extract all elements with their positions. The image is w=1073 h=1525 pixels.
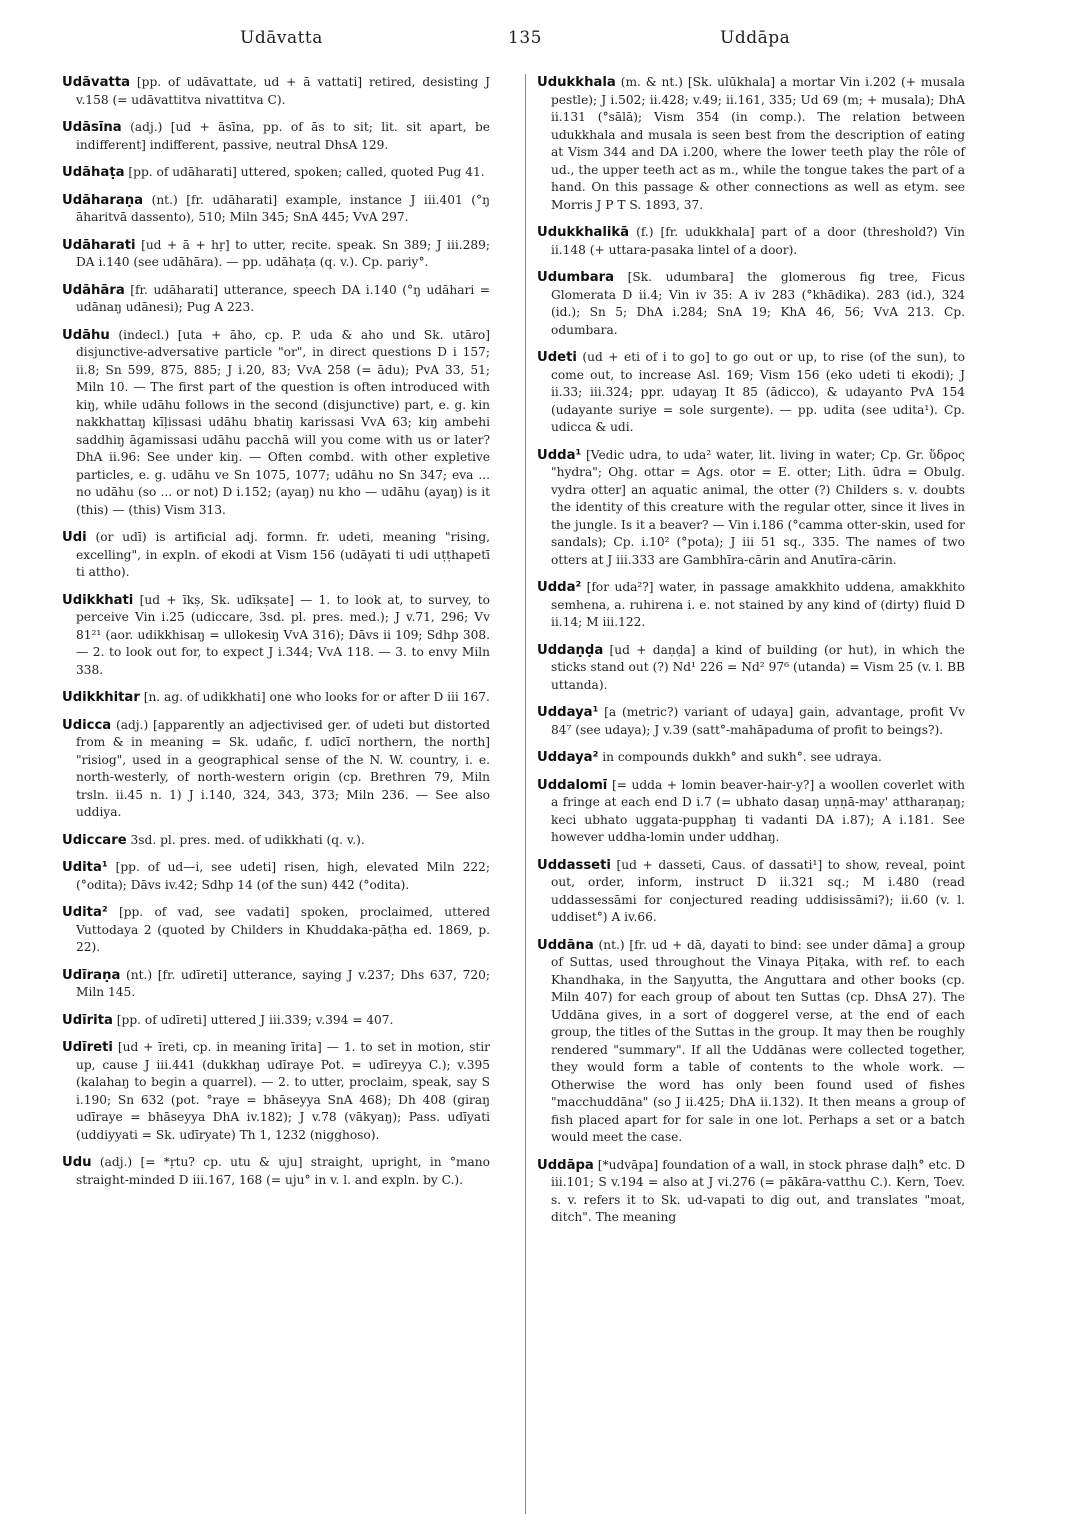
- headword: Udda¹: [537, 447, 582, 463]
- entry-text: [ud + īkṣ, Sk. udīkṣate] — 1. to look at, to survey, to perceive Vin i.25 (udiccare, 3sd. pl. pres. med.); J v.71, 296; Vv 81²¹ (aor. udikkhisaŋ = ullokesiŋ VvA 316); Dāvs ii 109; Sdhp 308. — 2. to look out for, to expect J i.344; VvA 118. — 3. to envy Miln 338.: [76, 592, 490, 677]
- headword: Udu: [62, 1155, 92, 1170]
- headword: Udikkhitar: [62, 690, 140, 705]
- headword: Udīreti: [62, 1040, 113, 1055]
- headword: Udāvatta: [62, 75, 131, 90]
- headword: Udumbara: [537, 270, 615, 285]
- headword: Udīraṇa: [62, 967, 121, 983]
- dictionary-entry: [537, 937, 965, 1147]
- headword: Uddaya²: [537, 750, 599, 765]
- entry-text: [Sk. udumbara] the glomerous fig tree, Ficus Glomerata D ii.4; Vin iv 35: A iv 283 (°khādika). 283 (id.), 324 (id.); Sn 5; DhA i.284; SnA 19; KhA 46, 56; VvA 213. Cp. odumbara.: [551, 270, 965, 337]
- entry-text: (nt.) [fr. udīreti] utterance, saying J v.237; Dhs 637, 720; Miln 145.: [76, 967, 490, 999]
- headword: Udāharaṇa: [62, 192, 144, 208]
- entry-text: [pp. of udāharati] uttered, spoken; called, quoted Pug 41.: [124, 165, 485, 179]
- entry-text: (m. & nt.) [Sk. ulūkhala] a mortar Vin i.202 (+ musala pestle); J i.502; ii.428; v.49; ii.161, 335; Ud 69 (m; + musala); DhA ii.131 (°sālā); Vism 354 (in comp.). The relation between udukkhala and musala is seen best from the description of eating at Vism 344 and DA i.200, where the lower teeth play the rôle of ud., the upper teeth act as m., while the tongue takes the part of a hand. On this passage & other connections as well as etym. see Morris J P T S. 1893, 37.: [551, 75, 965, 212]
- headword: Udikkhati: [62, 592, 134, 608]
- dictionary-entry: [62, 859, 490, 894]
- headword: Udāsīna: [62, 120, 122, 135]
- entry-text: [pp. of udāvattate, ud + ā vattati] retired, desisting J v.158 (= udāvattitva nivattitva C).: [76, 75, 490, 107]
- dictionary-entry: [62, 529, 490, 582]
- entry-text: [fr. udāharati] utterance, speech DA i.140 (°ŋ udāhari = udānaŋ udānesi); Pug A 223.: [76, 282, 490, 314]
- entry-text: [ud + dasseti, Caus. of dassati¹] to show, reveal, point out, order, inform, instruct D ii.321 sq.; M i.480 (read uddassessāmi for conjectured reading uddisissāmi?); ii.60 (v. l. uddiset°) A iv.66.: [551, 857, 965, 924]
- dictionary-entry: [62, 327, 490, 520]
- headword: Uddasseti: [537, 857, 611, 873]
- dictionary-entry: [62, 237, 490, 272]
- entry-text: (adj.) [= *ṛtu? cp. utu & uju] straight, upright, in °mano straight-minded D iii.167, 168 (= uju° in v. l. and expln. by C.).: [76, 1155, 490, 1187]
- dictionary-entry: [62, 689, 490, 707]
- headword: Udāharati: [62, 237, 136, 253]
- headword: Udāhaṭa: [62, 165, 125, 180]
- entry-text: (indecl.) [uta + āho, cp. P. uda & aho und Sk. utāro] disjunctive-adversative particle "or", in direct questions D i 157; ii.8; Sn 599, 875, 885; J i.20, 83; VvA 258 (= ādu); PvA 33, 51; Miln 10. — The first part of the question is often introduced with kiŋ, while udāhu follows in the second (disjunctive) part, e. g. kin nakkhattaŋ kīḷissasi udāhu bhatiŋ karissasi VvA 63; kiŋ ambehi saddhiŋ āgamissasi udāhu pacchā will you come with us or later? DhA ii.96: See under kiŋ. — Often combd. with other expletive particles, e. g. udāhu ve Sn 1075, 1077; udāhu no Sn 347; eva ... no udāhu (so ... or not) D i.152; (ayaŋ) nu kho — udāhu (ayaŋ) is it (this) — (this) Vism 313.: [76, 327, 490, 517]
- dictionary-entry: [62, 192, 490, 227]
- dictionary-entry: [62, 904, 490, 957]
- entry-text: [pp. of udīreti] uttered J iii.339; v.394 = 407.: [112, 1012, 394, 1027]
- headword: Uddaya¹: [537, 705, 599, 720]
- running-head-left: Udāvatta: [240, 28, 323, 48]
- headword: Udukkhalikā: [537, 225, 630, 240]
- page-number: 135: [508, 28, 542, 48]
- headword: Udīrita: [62, 1012, 113, 1028]
- headword: Udita¹: [62, 860, 108, 875]
- entry-text: [for uda²?] water, in passage amakkhito uddena, amakkhito semhena, a. ruhirena i. e. not stained by any kind of (dirty) fluid D ii.14; M iii.122.: [551, 580, 965, 629]
- headword: Uddāna: [537, 937, 594, 953]
- headword: Udicca: [62, 717, 112, 733]
- dictionary-entry: [537, 777, 965, 847]
- headword: Udita²: [62, 905, 108, 920]
- headword: Udiccare: [62, 832, 127, 848]
- dictionary-entry: [537, 857, 965, 927]
- dictionary-entry: [62, 832, 490, 850]
- dictionary-entry: [537, 749, 965, 767]
- entry-text: (adj.) [ud + āsīna, pp. of ās to sit; lit. sit apart, be indifferent] indifferent, passive, neutral DhsA 129.: [76, 120, 490, 152]
- dictionary-entry: [62, 1012, 490, 1030]
- dictionary-entry: [62, 74, 490, 109]
- right-column: [537, 74, 965, 1237]
- dictionary-entry: [62, 592, 490, 680]
- entry-text: [= udda + lomin beaver-hair-y?] a woollen coverlet with a fringe at each end D i.7 (= ubhato dasaŋ uṇṇā-may' attharaṇaŋ; keci ubhato uggata-pupphaŋ ti vadanti DA i.87); A i.181. See however uddha-lomin under uddhaŋ.: [551, 777, 965, 844]
- column-divider: [525, 74, 526, 1514]
- entry-text: [ud + ā + hṛ] to utter, recite. speak. Sn 389; J iii.289; DA i.140 (see udāhāra). — pp. udāhaṭa (q. v.). Cp. pariy°.: [76, 237, 490, 269]
- entry-text: [*udvāpa] foundation of a wall, in stock phrase daḷh° etc. D iii.101; S v.194 = also at J vi.276 (= pākāra-vatthu C.). Kern, Toev. s. v. refers it to Sk. ud-vapati to dig out, and translates "moat, ditch". The meaning: [551, 1157, 965, 1224]
- headword: Udda²: [537, 580, 582, 595]
- entry-text: (or udī) is artificial adj. formn. fr. udeti, meaning "rising, excelling", in expln. of ekodi at Vism 156 (udāyati ti udi uṭṭhapetī ti attho).: [76, 530, 490, 579]
- dictionary-entry: [537, 447, 965, 570]
- entry-text: [pp. of vad, see vadati] spoken, proclaimed, uttered Vuttodaya 2 (quoted by Childers in Khuddaka-pāṭha ed. 1869, p. 22).: [76, 905, 490, 954]
- dictionary-entry: [537, 704, 965, 739]
- headword: Udukkhala: [537, 75, 616, 90]
- entry-text: (adj.) [apparently an adjectivised ger. of udeti but distorted from & in meaning = Sk. udañc, f. udīcī northern, the north] "risiog", used in a geographical sense of the N. W. country, i. e. north-westerly, of north-western origin (cp. Brethren 79, Miln trsln. ii.45 n. 1) J i.140, 324, 343, 373; Miln 236. — See also uddiya.: [76, 717, 490, 819]
- entry-text: 3sd. pl. pres. med. of udikkhati (q. v.).: [126, 832, 365, 847]
- dictionary-entry: [537, 1157, 965, 1227]
- headword: Uddāpa: [537, 1157, 594, 1173]
- headword: Udāhu: [62, 327, 110, 343]
- dictionary-entry: [62, 164, 490, 182]
- entry-text: (nt.) [fr. udāharati] example, instance J iii.401 (°ŋ āharitvā dassento), 510; Miln 345; SnA 445; VvA 297.: [76, 192, 490, 224]
- running-head-right: Uddāpa: [720, 28, 791, 48]
- dictionary-entry: [62, 1039, 490, 1144]
- headword: Udi: [62, 530, 87, 545]
- entry-text: (nt.) [fr. ud + dā, dayati to bind: see under dāma] a group of Suttas, used throughout the Vinaya Piṭaka, with ref. to each Khandhaka, in the Saŋyutta, the Anguttara and other books (cp. Miln 407) for each group of about ten Suttas (cp. DhsA 27). The Uddāna gives, in a sort of doggerel verse, at the end of each group, the titles of the Suttas in the group. It may then be roughly rendered "summary". If all the Uddānas were collected together, they would form a table of contents to the whole work. — Otherwise the word has only been found used of fishes "macchuddāna" (so J ii.425; DhA ii.132). It then means a group of fish placed apart for for sale in one lot. Perhaps a set or a batch would meet the case.: [551, 937, 965, 1144]
- entry-text: (ud + eti of i to go] to go out or up, to rise (of the sun), to come out, to increase Asl. 169; Vism 156 (eko udeti ti ekodi); J ii.33; iii.324; ppr. udayaŋ It 85 (ādicco), & udayanto PvA 154 (udayante suriye = sole surgente). — pp. udita (see udita¹). Cp. udicca & udi.: [551, 350, 965, 434]
- entry-text: (f.) [fr. udukkhala] part of a door (threshold?) Vin ii.148 (+ uttara-pasaka lintel of a door).: [551, 225, 965, 257]
- headword: Udeti: [537, 350, 577, 365]
- entry-text: [pp. of ud—i, see udeti] risen, high, elevated Miln 222; (°odita); Dāvs iv.42; Sdhp 14 (of the sun) 442 (°odita).: [76, 860, 490, 892]
- dictionary-entry: [537, 269, 965, 339]
- dictionary-entry: [62, 967, 490, 1002]
- entry-text: [a (metric?) variant of udaya] gain, advantage, profit Vv 84⁷ (see udaya); J v.39 (satt°-mahāpaduma of profit to beings?).: [551, 705, 965, 737]
- entry-text: [ud + daṇḍa] a kind of building (or hut), in which the sticks stand out (?) Nd¹ 226 = Nd² 97⁶ (utanda) = Vism 25 (v. l. BB uttanda).: [551, 642, 965, 692]
- entry-text: [n. ag. of udikkhati] one who looks for or after D iii 167.: [139, 690, 490, 704]
- entry-text: in compounds dukkh° and sukh°. see udraya.: [598, 750, 882, 764]
- dictionary-entry: [62, 119, 490, 154]
- dictionary-entry: [537, 74, 965, 214]
- dictionary-entry: [537, 642, 965, 695]
- dictionary-entry: [62, 282, 490, 317]
- left-column: [62, 74, 490, 1199]
- entry-text: [ud + īreti, cp. in meaning īrita] — 1. to set in motion, stir up, cause J iii.441 (dukkhaŋ udīraye Pot. = udīreyya C.); v.395 (kalahaŋ to begin a quarrel). — 2. to utter, proclaim, speak, say S i.190; Sn 632 (pot. °raye = bhāseyya SnA 468); Dh 408 (giraŋ udīraye = bhāseyya DhA iv.182); J v.78 (vākyaŋ); Pass. udīyati (uddiyyati = Sk. udīryate) Th 1, 1232 (nigghoso).: [76, 1040, 490, 1142]
- dictionary-entry: [537, 579, 965, 632]
- headword: Uddalomī: [537, 777, 608, 793]
- dictionary-entry: [62, 717, 490, 822]
- headword: Uddaṇḍa: [537, 642, 604, 658]
- dictionary-entry: [62, 1154, 490, 1189]
- dictionary-entry: [537, 349, 965, 437]
- dictionary-entry: [537, 224, 965, 259]
- entry-text: [Vedic udra, to uda² water, lit. living in water; Cp. Gr. ὕδρος "hydra"; Ohg. ottar = Ags. otor = E. otter; Lith. ūdra = Obulg. vydra otter] an aquatic animal, the otter (?) Childers s. v. doubts the identity of this creature with the regular otter, since it lives in the jungle. Is it a beaver? — Vin i.186 (°camma otter-skin, used for sandals); Cp. i.10² (°pota); J iii 51 sq., 335. The names of two otters at J iii.333 are Gambhīra-cārin and Anutīra-cārin.: [551, 447, 965, 567]
- headword: Udāhāra: [62, 282, 125, 298]
